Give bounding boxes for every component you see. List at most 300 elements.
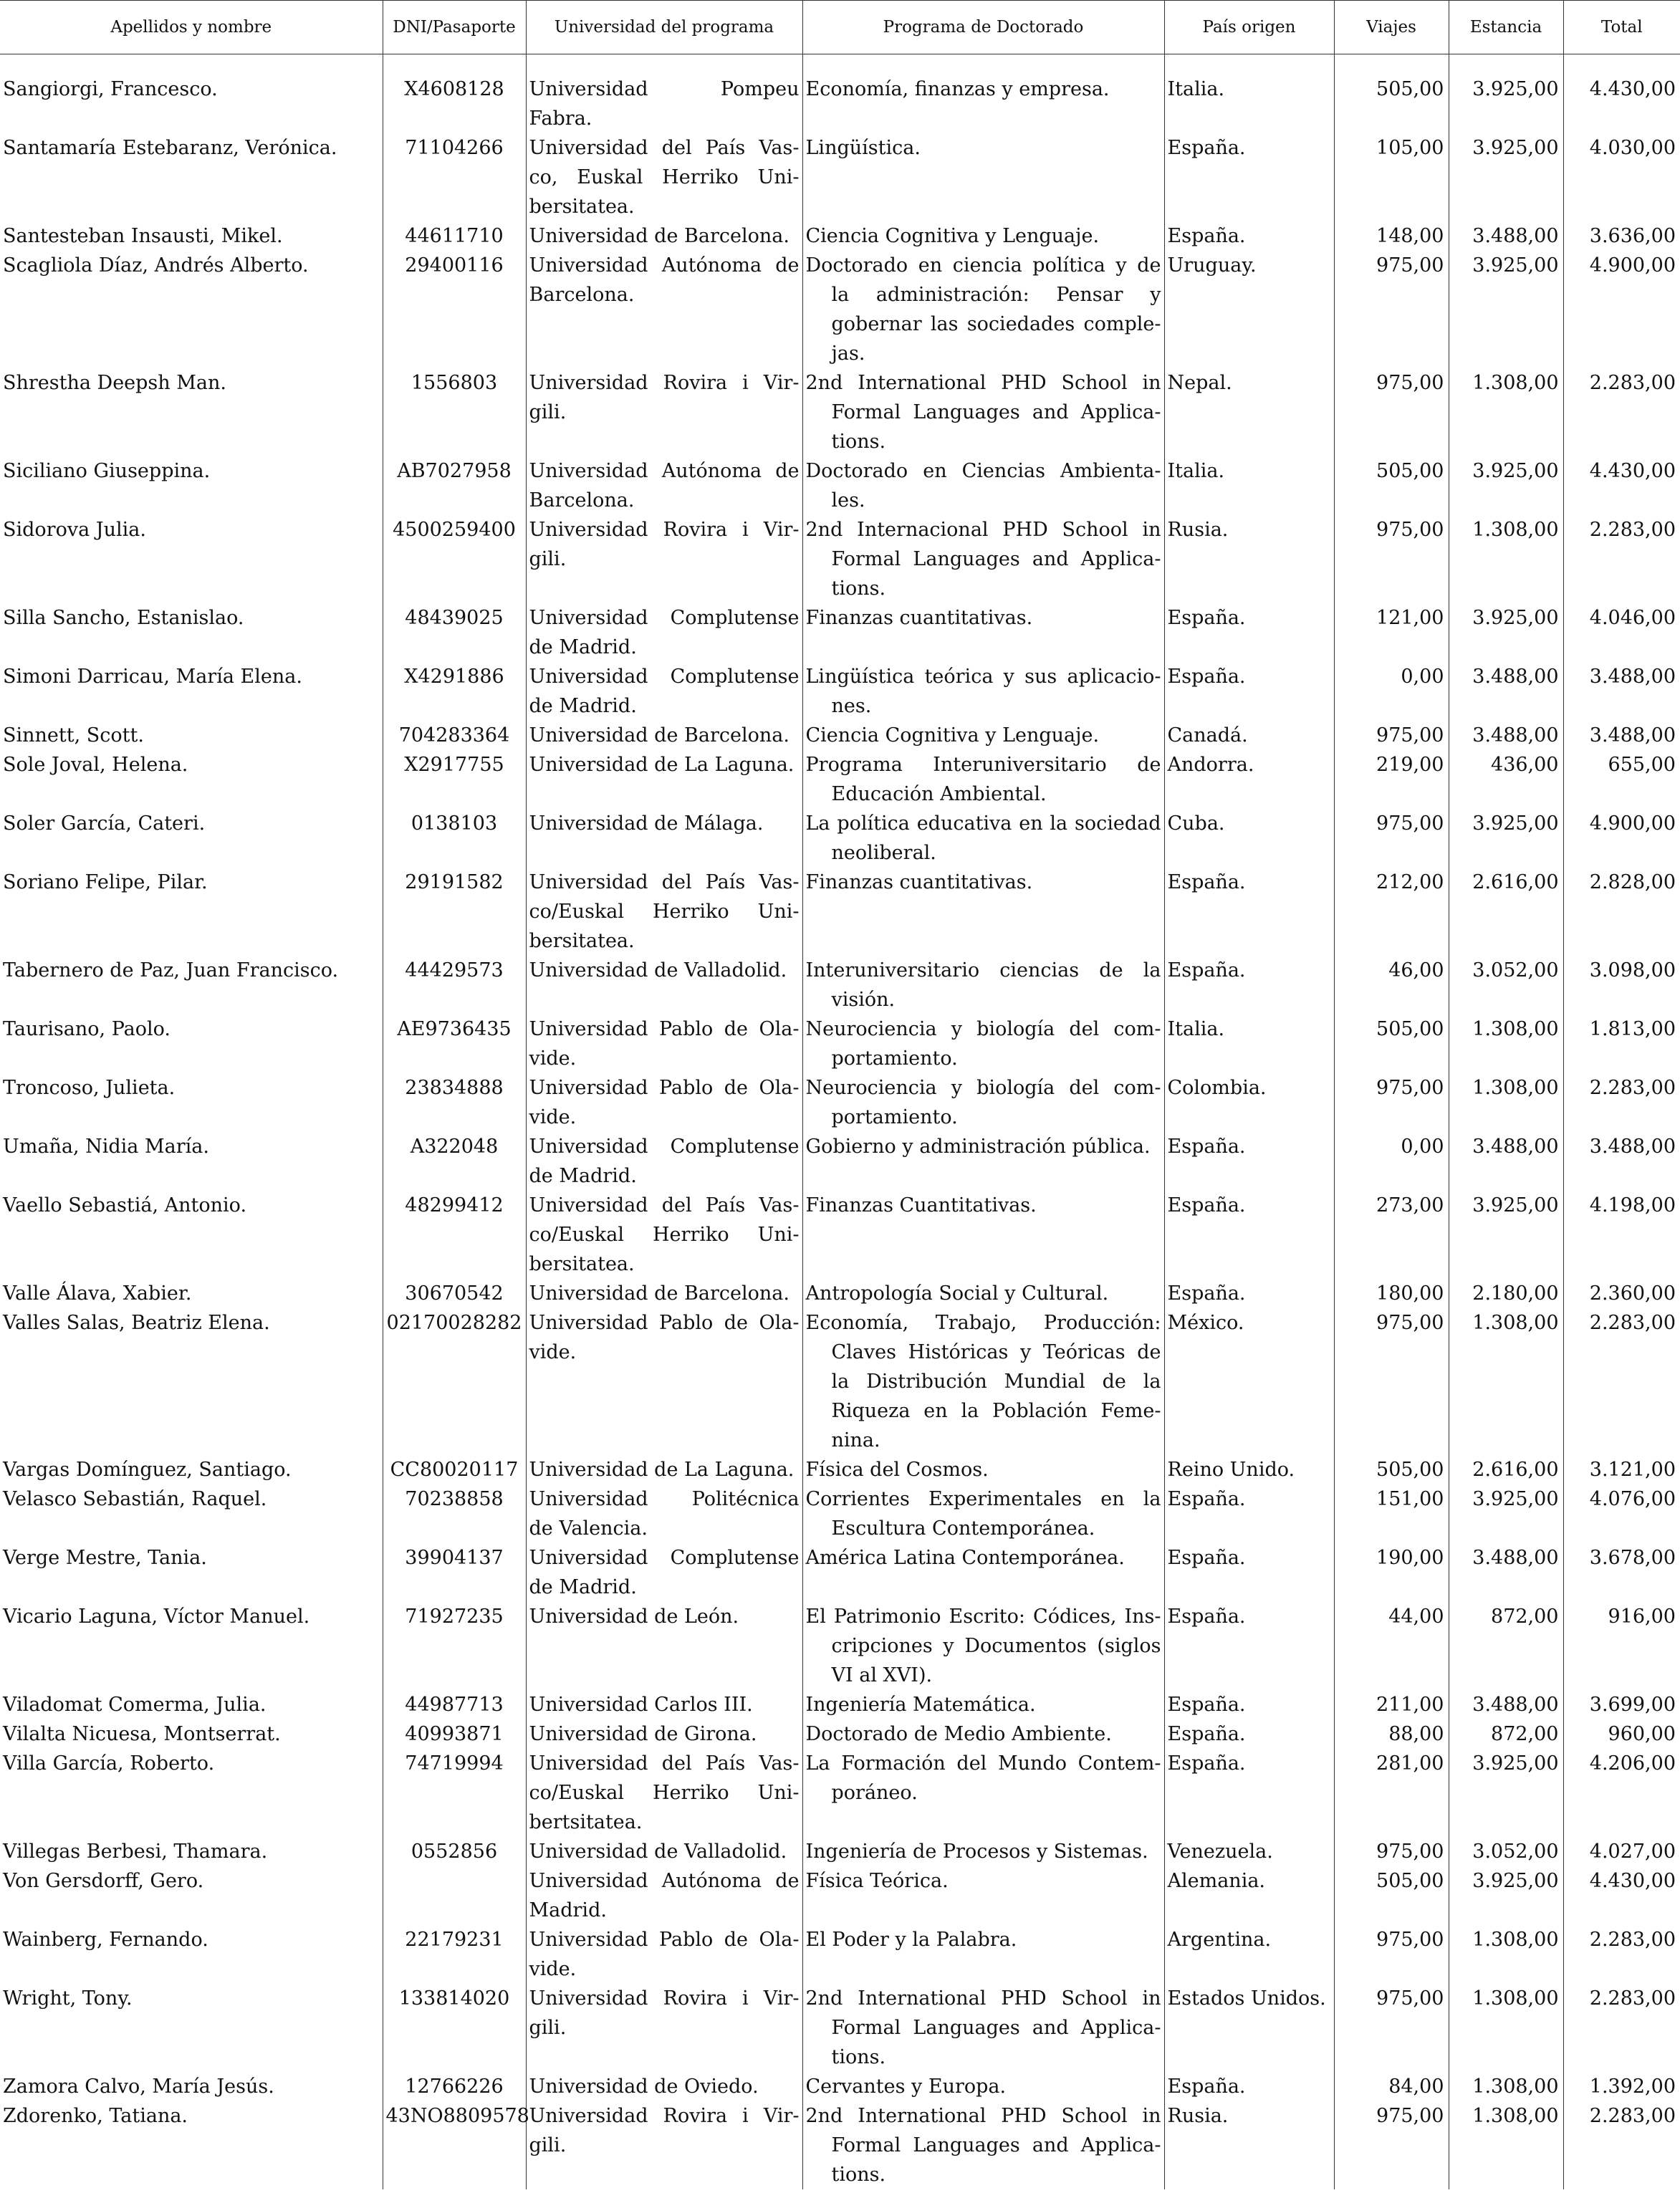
- cell-total: 4.076,00: [1563, 1484, 1680, 1543]
- table-row: [0, 2101, 1680, 2189]
- header-university: Universidad del programa: [526, 1, 802, 54]
- cell-program: [802, 2101, 1164, 2189]
- cell-university-line: Universidad de La Laguna.: [529, 754, 795, 776]
- cell-university-line: Universidad Rovira i Vir-: [529, 2105, 800, 2127]
- cell-program-line: El Poder y la Palabra.: [805, 1929, 1017, 1951]
- cell-viajes: 121,00: [1334, 603, 1449, 662]
- cell-viajes: 84,00: [1334, 2072, 1449, 2101]
- cell-name: Vilalta Nicuesa, Montserrat.: [3, 1723, 281, 1745]
- cell-university-line: vide.: [529, 1958, 577, 1980]
- cell-country: Reino Unido.: [1164, 1455, 1334, 1484]
- cell-name: Shrestha Deepsh Man.: [3, 372, 226, 394]
- cell-country: España.: [1164, 956, 1334, 1014]
- cell-university-line: Madrid.: [529, 1899, 607, 1921]
- cell-estancia: 1.308,00: [1449, 368, 1563, 456]
- cell-program-line: 2nd International PHD School in: [805, 372, 1161, 394]
- cell-name: Wright, Tony.: [3, 1987, 133, 2010]
- cell-university: [526, 1925, 802, 1984]
- cell-program-line: la administración: Pensar y: [831, 284, 1161, 306]
- cell-estancia: 1.308,00: [1449, 1984, 1563, 2072]
- table-row: [0, 1014, 1680, 1073]
- cell-program-line: Gobierno y administración pública.: [805, 1136, 1151, 1158]
- cell-program: [802, 1602, 1164, 1690]
- cell-program-line: tions.: [831, 577, 886, 600]
- cell-university-line: Universidad del País Vas-: [529, 1752, 800, 1775]
- cell-viajes: 505,00: [1334, 1014, 1449, 1073]
- cell-estancia: 2.616,00: [1449, 868, 1563, 956]
- cell-name: Soler García, Cateri.: [3, 812, 206, 835]
- cell-viajes: 975,00: [1334, 1837, 1449, 1866]
- table-row: [0, 1837, 1680, 1866]
- cell-dni: 1556803: [383, 368, 526, 456]
- cell-university-line: Universidad Politécnica: [529, 1488, 800, 1510]
- cell-country: España.: [1164, 1279, 1334, 1308]
- cell-estancia: 3.925,00: [1449, 603, 1563, 662]
- cell-program: [802, 1984, 1164, 2072]
- cell-dni: 74719994: [383, 1749, 526, 1837]
- cell-university-line: co/Euskal Herriko Uni-: [529, 1224, 800, 1246]
- cell-country: México.: [1164, 1308, 1334, 1455]
- cell-country: España.: [1164, 1191, 1334, 1279]
- cell-viajes: 219,00: [1334, 750, 1449, 809]
- cell-university-line: Universidad de Barcelona.: [529, 724, 789, 747]
- cell-dni: 71104266: [383, 133, 526, 221]
- cell-estancia: 1.308,00: [1449, 1925, 1563, 1984]
- cell-program-line: la Distribución Mundial de la: [831, 1371, 1161, 1393]
- cell-country: Colombia.: [1164, 1073, 1334, 1132]
- cell-total: 4.206,00: [1563, 1749, 1680, 1837]
- table-row: [0, 1455, 1680, 1484]
- cell-viajes: 505,00: [1334, 1866, 1449, 1925]
- cell-country: España.: [1164, 868, 1334, 956]
- cell-program-line: VI al XVI).: [831, 1664, 933, 1686]
- cell-university: [526, 1690, 802, 1719]
- cell-country: Nepal.: [1164, 368, 1334, 456]
- cell-country: España.: [1164, 1749, 1334, 1837]
- cell-country: España.: [1164, 2072, 1334, 2101]
- cell-university-line: co/Euskal Herriko Uni-: [529, 1782, 800, 1804]
- cell-university-line: bersitatea.: [529, 196, 635, 218]
- cell-dni: 40993871: [383, 1719, 526, 1749]
- cell-viajes: 151,00: [1334, 1484, 1449, 1543]
- header-dni: DNI/Pasaporte: [383, 1, 526, 54]
- cell-dni: 48299412: [383, 1191, 526, 1279]
- cell-program-line: Ciencia Cognitiva y Lenguaje.: [805, 225, 1100, 247]
- cell-university-line: Universidad de Valladolid.: [529, 959, 787, 982]
- cell-dni: 133814020: [383, 1984, 526, 2072]
- cell-program-line: Ciencia Cognitiva y Lenguaje.: [805, 724, 1100, 747]
- table-row: [0, 1690, 1680, 1719]
- cell-program: [802, 662, 1164, 721]
- cell-university-line: Universidad Rovira i Vir-: [529, 1987, 800, 2010]
- cell-viajes: 148,00: [1334, 221, 1449, 251]
- cell-viajes: 505,00: [1334, 1455, 1449, 1484]
- cell-dni: X2917755: [383, 750, 526, 809]
- cell-program: [802, 1925, 1164, 1984]
- cell-dni: AE9736435: [383, 1014, 526, 1073]
- cell-total: 3.098,00: [1563, 956, 1680, 1014]
- cell-program-line: Claves Históricas y Teóricas de: [831, 1341, 1161, 1363]
- cell-estancia: 3.925,00: [1449, 809, 1563, 868]
- cell-name: Zdorenko, Tatiana.: [3, 2105, 188, 2127]
- cell-dni: A322048: [383, 1132, 526, 1191]
- cell-university: [526, 2101, 802, 2189]
- cell-total: 2.283,00: [1563, 2101, 1680, 2189]
- cell-estancia: 3.488,00: [1449, 1132, 1563, 1191]
- cell-total: 2.283,00: [1563, 1308, 1680, 1455]
- cell-name: Von Gersdorff, Gero.: [3, 1870, 204, 1892]
- table-row: [0, 1543, 1680, 1602]
- cell-university-line: bertsitatea.: [529, 1811, 643, 1833]
- cell-total: 4.430,00: [1563, 456, 1680, 515]
- cell-name: Sidorova Julia.: [3, 519, 146, 541]
- cell-university: [526, 1279, 802, 1308]
- cell-name: Vargas Domínguez, Santiago.: [3, 1459, 292, 1481]
- cell-program: [802, 251, 1164, 368]
- cell-university-line: gili.: [529, 548, 567, 570]
- cell-university-line: Universidad Autónoma de: [529, 254, 800, 277]
- cell-university-line: Universidad Complutense: [529, 1136, 800, 1158]
- cell-estancia: 3.925,00: [1449, 251, 1563, 368]
- cell-program-line: Doctorado en ciencia política y de: [805, 254, 1161, 277]
- cell-total: 4.430,00: [1563, 54, 1680, 134]
- cell-estancia: 872,00: [1449, 1719, 1563, 1749]
- cell-university-line: Universidad Pompeu: [529, 78, 800, 100]
- cell-university-line: Universidad de Barcelona.: [529, 1282, 789, 1305]
- cell-program: [802, 1749, 1164, 1837]
- cell-estancia: 3.925,00: [1449, 1484, 1563, 1543]
- header-program: Programa de Doctorado: [802, 1, 1164, 54]
- cell-total: 3.488,00: [1563, 1132, 1680, 1191]
- cell-university: [526, 1484, 802, 1543]
- cell-dni: 70238858: [383, 1484, 526, 1543]
- cell-program-line: Doctorado en Ciencias Ambienta-: [805, 460, 1161, 482]
- cell-total: 3.636,00: [1563, 221, 1680, 251]
- cell-university: [526, 1602, 802, 1690]
- cell-viajes: 212,00: [1334, 868, 1449, 956]
- table-row: [0, 603, 1680, 662]
- cell-university-line: Universidad de Oviedo.: [529, 2075, 759, 2098]
- cell-university-line: Universidad Autónoma de: [529, 1870, 800, 1892]
- cell-program-line: Lingüística teórica y sus aplicacio-: [805, 666, 1161, 688]
- cell-university-line: Universidad Rovira i Vir-: [529, 519, 800, 541]
- cell-program: [802, 1719, 1164, 1749]
- cell-estancia: 2.616,00: [1449, 1455, 1563, 1484]
- cell-viajes: 975,00: [1334, 368, 1449, 456]
- cell-university: [526, 603, 802, 662]
- cell-name: Umaña, Nidia María.: [3, 1136, 209, 1158]
- cell-estancia: 3.052,00: [1449, 1837, 1563, 1866]
- table-row: [0, 1073, 1680, 1132]
- cell-university-line: gili.: [529, 2134, 567, 2156]
- cell-university: [526, 515, 802, 603]
- cell-program: [802, 809, 1164, 868]
- header-total: Total: [1563, 1, 1680, 54]
- table-header: [0, 1, 1680, 54]
- cell-university-line: bersitatea.: [529, 1253, 635, 1275]
- cell-program-line: Finanzas Cuantitativas.: [805, 1194, 1037, 1216]
- cell-country: Venezuela.: [1164, 1837, 1334, 1866]
- cell-university-line: Universidad de Girona.: [529, 1723, 757, 1745]
- cell-program-line: tions.: [831, 431, 886, 453]
- cell-total: 2.283,00: [1563, 1984, 1680, 2072]
- cell-viajes: 505,00: [1334, 54, 1449, 134]
- table-row: [0, 1984, 1680, 2072]
- cell-university: [526, 956, 802, 1014]
- cell-viajes: 975,00: [1334, 809, 1449, 868]
- cell-university-line: Universidad Complutense: [529, 1547, 800, 1569]
- cell-total: 2.283,00: [1563, 368, 1680, 456]
- cell-program: [802, 956, 1164, 1014]
- cell-country: España.: [1164, 1484, 1334, 1543]
- cell-university: [526, 1719, 802, 1749]
- cell-name: Valles Salas, Beatriz Elena.: [3, 1312, 270, 1334]
- table-row: [0, 1484, 1680, 1543]
- cell-program-line: gobernar las sociedades comple-: [831, 313, 1161, 335]
- cell-program: [802, 1191, 1164, 1279]
- table-row: [0, 1602, 1680, 1690]
- cell-program-line: portamiento.: [831, 1106, 958, 1128]
- cell-program: [802, 221, 1164, 251]
- cell-country: Argentina.: [1164, 1925, 1334, 1984]
- cell-university-line: Universidad del País Vas-: [529, 137, 800, 159]
- cell-program: [802, 721, 1164, 750]
- cell-dni: 0552856: [383, 1837, 526, 1866]
- cell-university-line: co/Euskal Herriko Uni-: [529, 901, 800, 923]
- cell-program: [802, 750, 1164, 809]
- cell-dni: 48439025: [383, 603, 526, 662]
- cell-viajes: 975,00: [1334, 1984, 1449, 2072]
- cell-name: Sole Joval, Helena.: [3, 754, 188, 776]
- cell-total: 916,00: [1563, 1602, 1680, 1690]
- cell-estancia: 3.925,00: [1449, 456, 1563, 515]
- cell-total: 3.699,00: [1563, 1690, 1680, 1719]
- cell-university-line: Universidad Carlos III.: [529, 1694, 753, 1716]
- cell-viajes: 190,00: [1334, 1543, 1449, 1602]
- cell-university-line: Universidad de Málaga.: [529, 812, 764, 835]
- cell-program: [802, 603, 1164, 662]
- cell-program-line: 2nd Internacional PHD School in: [805, 519, 1161, 541]
- cell-viajes: 505,00: [1334, 456, 1449, 515]
- cell-country: España.: [1164, 133, 1334, 221]
- cell-program-line: El Patrimonio Escrito: Códices, Ins-: [805, 1606, 1161, 1628]
- cell-university: [526, 2072, 802, 2101]
- cell-university-line: vide.: [529, 1047, 577, 1070]
- cell-university-line: Universidad Pablo de Ola-: [529, 1077, 800, 1099]
- cell-university: [526, 809, 802, 868]
- cell-program-line: visión.: [831, 989, 896, 1011]
- cell-program: [802, 1866, 1164, 1925]
- cell-program-line: Economía, Trabajo, Producción:: [805, 1312, 1161, 1334]
- cell-program: [802, 1308, 1164, 1455]
- cell-name: Villegas Berbesi, Thamara.: [3, 1841, 268, 1863]
- cell-program: [802, 868, 1164, 956]
- cell-program: [802, 133, 1164, 221]
- cell-program-line: La Formación del Mundo Contem-: [805, 1752, 1161, 1775]
- cell-estancia: 3.925,00: [1449, 133, 1563, 221]
- table-row: [0, 956, 1680, 1014]
- cell-name: Wainberg, Fernando.: [3, 1929, 208, 1951]
- cell-total: 1.813,00: [1563, 1014, 1680, 1073]
- cell-estancia: 436,00: [1449, 750, 1563, 809]
- cell-dni: 23834888: [383, 1073, 526, 1132]
- cell-university: [526, 1073, 802, 1132]
- cell-dni: 22179231: [383, 1925, 526, 1984]
- cell-country: Cuba.: [1164, 809, 1334, 868]
- cell-dni: AB7027958: [383, 456, 526, 515]
- cell-total: 4.030,00: [1563, 133, 1680, 221]
- cell-university: [526, 1455, 802, 1484]
- cell-program-line: América Latina Contemporánea.: [805, 1547, 1125, 1569]
- cell-viajes: 273,00: [1334, 1191, 1449, 1279]
- cell-estancia: 3.925,00: [1449, 1866, 1563, 1925]
- cell-university: [526, 221, 802, 251]
- cell-viajes: 975,00: [1334, 515, 1449, 603]
- cell-total: 2.283,00: [1563, 515, 1680, 603]
- cell-dni: 12766226: [383, 2072, 526, 2101]
- table-row: [0, 456, 1680, 515]
- cell-viajes: 46,00: [1334, 956, 1449, 1014]
- cell-program-line: La política educativa en la sociedad: [805, 812, 1161, 835]
- cell-dni: 44987713: [383, 1690, 526, 1719]
- cell-name: Troncoso, Julieta.: [3, 1077, 176, 1099]
- cell-estancia: 2.180,00: [1449, 1279, 1563, 1308]
- cell-program-line: Finanzas cuantitativas.: [805, 607, 1033, 629]
- cell-program: [802, 54, 1164, 134]
- cell-estancia: 3.488,00: [1449, 1543, 1563, 1602]
- cell-total: 4.430,00: [1563, 1866, 1680, 1925]
- cell-estancia: 3.488,00: [1449, 721, 1563, 750]
- cell-country: España.: [1164, 1543, 1334, 1602]
- cell-program: [802, 515, 1164, 603]
- cell-name: Tabernero de Paz, Juan Francisco.: [3, 959, 339, 982]
- cell-name: Taurisano, Paolo.: [3, 1018, 171, 1040]
- cell-university: [526, 133, 802, 221]
- cell-program-line: Economía, finanzas y empresa.: [805, 78, 1110, 100]
- cell-name: Valle Álava, Xabier.: [3, 1282, 192, 1305]
- cell-total: 3.121,00: [1563, 1455, 1680, 1484]
- cell-university: [526, 251, 802, 368]
- cell-program-line: les.: [831, 489, 865, 512]
- cell-university: [526, 750, 802, 809]
- cell-university: [526, 1308, 802, 1455]
- cell-dni: 44429573: [383, 956, 526, 1014]
- table-row: [0, 750, 1680, 809]
- cell-estancia: 3.488,00: [1449, 1690, 1563, 1719]
- cell-total: 4.900,00: [1563, 251, 1680, 368]
- cell-name: Vaello Sebastiá, Antonio.: [3, 1194, 247, 1216]
- cell-total: 4.027,00: [1563, 1837, 1680, 1866]
- cell-program-line: Escultura Contemporánea.: [831, 1517, 1095, 1540]
- cell-university-line: Universidad del País Vas-: [529, 1194, 800, 1216]
- cell-viajes: 975,00: [1334, 1308, 1449, 1455]
- cell-total: 3.678,00: [1563, 1543, 1680, 1602]
- table-row: [0, 1279, 1680, 1308]
- table-body: [0, 54, 1680, 2190]
- cell-name: Vicario Laguna, Víctor Manuel.: [3, 1606, 310, 1628]
- cell-university-line: Universidad Complutense: [529, 666, 800, 688]
- cell-dni: 704283364: [383, 721, 526, 750]
- cell-total: 1.392,00: [1563, 2072, 1680, 2101]
- cell-program-line: Neurociencia y biología del com-: [805, 1077, 1161, 1099]
- table-row: [0, 251, 1680, 368]
- cell-viajes: 975,00: [1334, 1925, 1449, 1984]
- cell-dni: 29400116: [383, 251, 526, 368]
- cell-program-line: Ingeniería de Procesos y Sistemas.: [805, 1841, 1148, 1863]
- cell-name: Zamora Calvo, María Jesús.: [3, 2075, 274, 2098]
- cell-name: Siciliano Giuseppina.: [3, 460, 211, 482]
- cell-estancia: 1.308,00: [1449, 2072, 1563, 2101]
- cell-dni: X4608128: [383, 54, 526, 134]
- cell-program-line: portamiento.: [831, 1047, 958, 1070]
- cell-dni: 29191582: [383, 868, 526, 956]
- cell-country: Rusia.: [1164, 515, 1334, 603]
- cell-viajes: 0,00: [1334, 662, 1449, 721]
- cell-country: Uruguay.: [1164, 251, 1334, 368]
- cell-program: [802, 1073, 1164, 1132]
- cell-program-line: Formal Languages and Applica-: [831, 548, 1161, 570]
- cell-viajes: 975,00: [1334, 721, 1449, 750]
- cell-dni: 4500259400: [383, 515, 526, 603]
- table-row: [0, 1866, 1680, 1925]
- cell-total: 4.046,00: [1563, 603, 1680, 662]
- cell-estancia: 872,00: [1449, 1602, 1563, 1690]
- cell-country: España.: [1164, 1719, 1334, 1749]
- cell-university: [526, 662, 802, 721]
- cell-estancia: 3.925,00: [1449, 1191, 1563, 1279]
- cell-viajes: 975,00: [1334, 251, 1449, 368]
- cell-name: Scagliola Díaz, Andrés Alberto.: [3, 254, 309, 277]
- cell-country: Italia.: [1164, 1014, 1334, 1073]
- cell-program-line: Doctorado de Medio Ambiente.: [805, 1723, 1112, 1745]
- cell-viajes: 975,00: [1334, 2101, 1449, 2189]
- cell-estancia: 3.052,00: [1449, 956, 1563, 1014]
- cell-country: Italia.: [1164, 54, 1334, 134]
- cell-country: España.: [1164, 603, 1334, 662]
- cell-country: España.: [1164, 1602, 1334, 1690]
- cell-name: Soriano Felipe, Pilar.: [3, 871, 208, 893]
- cell-university: [526, 1749, 802, 1837]
- cell-program: [802, 368, 1164, 456]
- table-row: [0, 662, 1680, 721]
- cell-viajes: 0,00: [1334, 1132, 1449, 1191]
- table-row: [0, 221, 1680, 251]
- cell-dni: [383, 1866, 526, 1925]
- cell-program: [802, 456, 1164, 515]
- cell-university: [526, 1984, 802, 2072]
- cell-name: Santamaría Estebaranz, Verónica.: [3, 137, 337, 159]
- cell-university: [526, 368, 802, 456]
- cell-university-line: de Madrid.: [529, 1165, 637, 1187]
- cell-total: 3.488,00: [1563, 662, 1680, 721]
- cell-program-line: Interuniversitario ciencias de la: [805, 959, 1161, 982]
- cell-dni: 30670542: [383, 1279, 526, 1308]
- table-row: [0, 1719, 1680, 1749]
- cell-country: Estados Unidos.: [1164, 1984, 1334, 2072]
- cell-program-line: neoliberal.: [831, 842, 936, 864]
- cell-university-line: Universidad Pablo de Ola-: [529, 1929, 800, 1951]
- header-country: País origen: [1164, 1, 1334, 54]
- cell-total: 655,00: [1563, 750, 1680, 809]
- cell-program-line: 2nd International PHD School in: [805, 1987, 1161, 2010]
- cell-program-line: Lingüística.: [805, 137, 921, 159]
- cell-country: Canadá.: [1164, 721, 1334, 750]
- cell-program-line: tions.: [831, 2164, 886, 2186]
- cell-country: España.: [1164, 1690, 1334, 1719]
- cell-program: [802, 2072, 1164, 2101]
- cell-university-line: Barcelona.: [529, 489, 635, 512]
- cell-university-line: Universidad Pablo de Ola-: [529, 1018, 800, 1040]
